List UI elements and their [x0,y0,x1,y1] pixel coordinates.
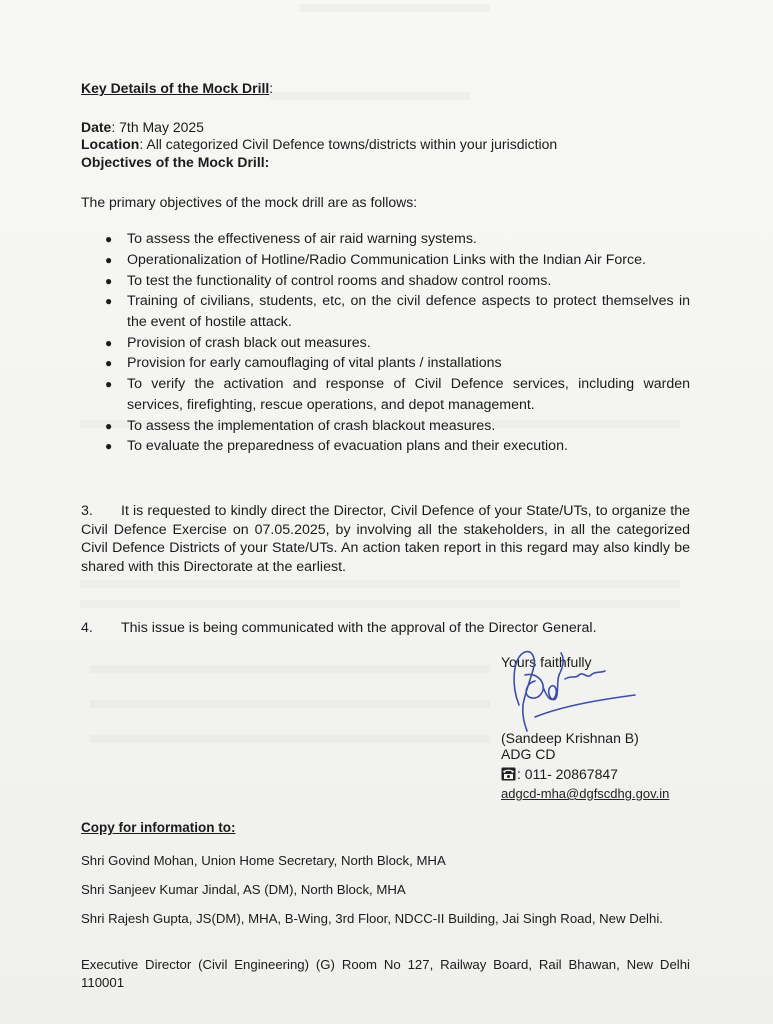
handwritten-signature [505,645,665,735]
paragraph-4 [81,619,690,638]
telephone-icon [501,767,516,781]
objectives-heading: Objectives of the Mock Drill: [81,154,270,170]
key-details-heading-text: Key Details of the Mock Drill [81,80,270,96]
bullet-icon: ● [105,252,113,267]
bleed-through-mark [90,700,490,708]
objective-text: Provision of crash black out measures. [127,334,371,351]
bleed-through-mark [90,735,490,743]
bullet-icon: ● [105,377,113,392]
phone-line [501,766,618,782]
paragraph-4-number: 4. [81,620,93,636]
objectives-list [105,229,690,457]
bullet-icon: ● [105,294,113,309]
copy-recipient: Executive Director (Civil Engineering) (G) Room No 127, Railway Board, Rail Bhawan, New Delhi 110001 [81,957,690,990]
paragraph-4-text: This issue is being communicated with the approval of the Director General. [121,620,597,636]
objective-text: To verify the activation and response of Civil Defence services, including warden services, firefighting, rescue operations, and depot management. [127,376,690,413]
bleed-through-mark [270,92,470,100]
location-value: : All categorized Civil Defence towns/districts within your jurisdiction [139,136,558,152]
copy-to-heading: Copy for information to: [81,820,236,835]
list-item [105,353,690,374]
signatory-designation: ADG CD [501,746,556,762]
location-label: Location [81,136,140,152]
signatory-name: (Sandeep Krishnan B) [501,730,639,746]
key-details-colon: : [269,80,274,96]
bleed-through-mark [300,4,490,12]
paragraph-3-number: 3. [81,503,93,519]
objectives-intro: The primary objectives of the mock drill are as follows: [81,194,418,210]
objective-text: To evaluate the preparedness of evacuation plans and their execution. [127,438,568,455]
list-item [105,374,690,415]
objective-text: To test the functionality of control rooms and shadow control rooms. [127,272,552,289]
bullet-icon: ● [105,232,113,246]
bleed-through-mark [90,665,490,673]
key-details-heading [81,80,273,96]
objective-text: To assess the implementation of crash blackout measures. [127,417,496,434]
paragraph-3-text: It is requested to kindly direct the Director, Civil Defence of your State/UTs, to organize the Civil Defence Exercise on 07.05.2025, by involving all the stakeholders, in all the categorized Civil Defence Districts of your State/UTs. An action taken report in this regard may also kindly be shared with this Directorate at the earliest. [81,503,690,575]
email-link[interactable]: adgcd-mha@dgfscdhg.gov.in [501,786,670,801]
bleed-through-mark [80,600,680,608]
bullet-icon: ● [105,335,113,350]
list-item [105,229,690,250]
list-item [105,416,690,437]
bullet-icon: ● [105,439,113,454]
copy-recipient: Shri Sanjeev Kumar Jindal, AS (DM), North Block, MHA [81,882,406,897]
list-item [105,333,690,354]
copy-recipient: Shri Rajesh Gupta, JS(DM), MHA, B-Wing, 3rd Floor, NDCC-II Building, Jai Singh Road, New Delhi. [81,911,663,926]
paragraph-3 [81,502,690,576]
date-line [81,119,204,135]
email-line [501,786,669,801]
objective-text: Operationalization of Hotline/Radio Communication Links with the Indian Air Force. [127,251,646,268]
location-line [81,136,557,152]
bullet-icon: ● [105,356,113,371]
bullet-icon: ● [105,418,113,433]
bleed-through-mark [80,580,680,588]
objective-text: Provision for early camouflaging of vital plants / installations [127,355,502,372]
phone-number: : 011- 20867847 [517,766,618,782]
date-value: : 7th May 2025 [111,119,204,135]
list-item [105,291,690,332]
objective-text: To assess the effectiveness of air raid warning systems. [127,231,477,247]
list-item [105,250,690,271]
objective-text: Training of civilians, students, etc, on the civil defence aspects to protect themselves in the event of hostile attack. [127,293,690,330]
date-label: Date [81,119,112,135]
list-item [105,436,690,457]
bullet-icon: ● [105,273,113,288]
closing: Yours faithfully [501,654,592,670]
list-item [105,271,690,292]
copy-recipient: Shri Govind Mohan, Union Home Secretary, North Block, MHA [81,853,446,868]
